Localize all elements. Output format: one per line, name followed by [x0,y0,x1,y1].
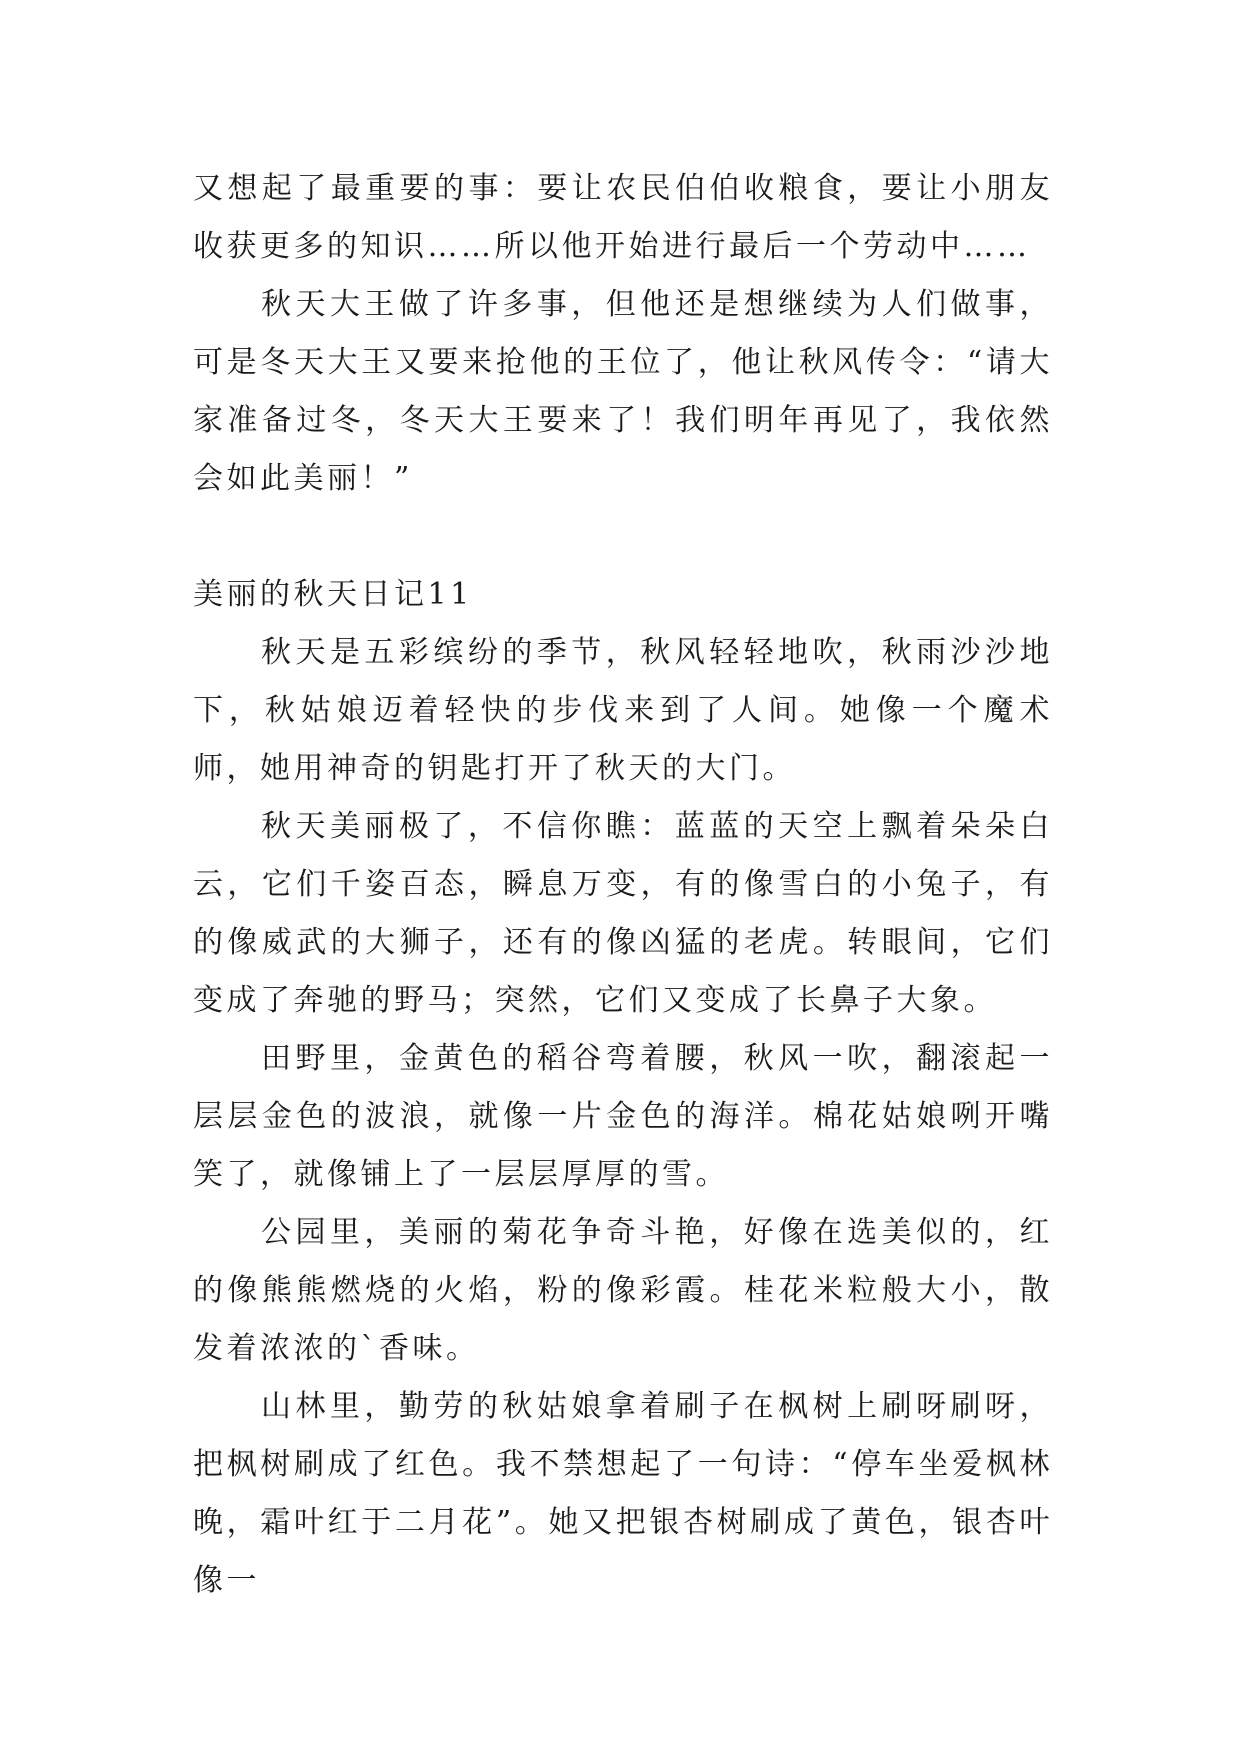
paragraph-clouds: 秋天美丽极了，不信你瞧：蓝蓝的天空上飘着朵朵白云，它们千姿百态，瞬息万变，有的像雪白的小兔子，有的像威武的大狮子，还有的像凶猛的老虎。转眼间，它们变成了奔驰的野马；突然，它们又变成了长鼻子大象。 [193,809,1053,1018]
document-body [193,160,1053,1610]
section-title: 美丽的秋天日记11 [193,577,473,612]
paragraph-colorful-season: 秋天是五彩缤纷的季节，秋风轻轻地吹，秋雨沙沙地下，秋姑娘迈着轻快的步伐来到了人间。她像一个魔术师，她用神奇的钥匙打开了秋天的大门。 [193,635,1053,786]
paragraph-park: 公园里，美丽的菊花争奇斗艳，好像在选美似的，红的像熊熊燃烧的火焰，粉的像彩霞。桂花米粒般大小，散发着浓浓的`香味。 [193,1215,1053,1366]
paragraph-continuation: 又想起了最重要的事：要让农民伯伯收粮食，要让小朋友收获更多的知识……所以他开始进行最后一个劳动中…… [193,171,1053,264]
paragraph-fields: 田野里，金黄色的稻谷弯着腰，秋风一吹，翻滚起一层层金色的波浪，就像一片金色的海洋。棉花姑娘咧开嘴笑了，就像铺上了一层层厚厚的雪。 [193,1041,1053,1192]
section-spacer [193,508,1053,566]
paragraph-autumn-king: 秋天大王做了许多事，但他还是想继续为人们做事，可是冬天大王又要来抢他的王位了，他让秋风传令：“请大家准备过冬，冬天大王要来了！我们明年再见了，我依然会如此美丽！” [193,287,1053,496]
paragraph-mountain-forest: 山林里，勤劳的秋姑娘拿着刷子在枫树上刷呀刷呀，把枫树刷成了红色。我不禁想起了一句诗：“停车坐爱枫林晚，霜叶红于二月花”。她又把银杏树刷成了黄色，银杏叶像一 [193,1389,1053,1598]
